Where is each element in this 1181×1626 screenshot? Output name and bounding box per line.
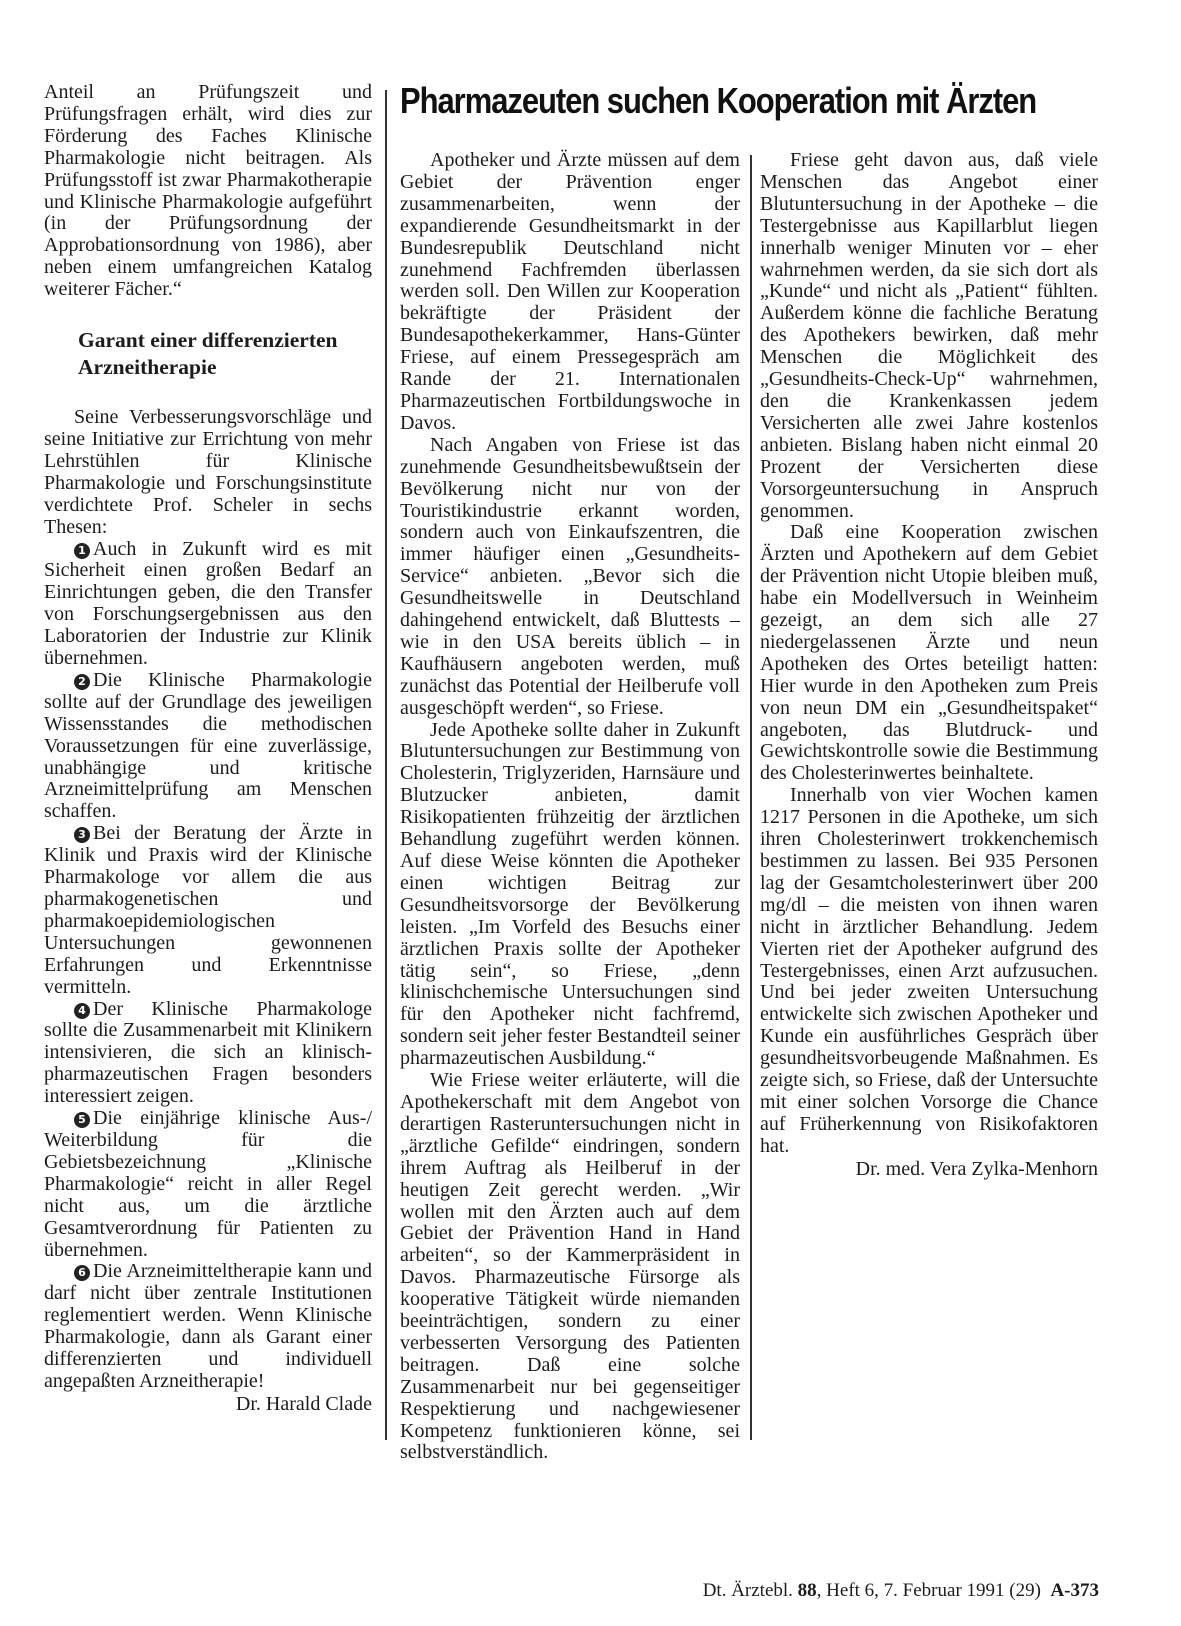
section-subheading: Garant einer differenzierten Arzneitherapie (78, 328, 338, 380)
journal-name: Dt. Ärztebl. (702, 1580, 793, 1601)
thesis-4-text: Der Klinische Pharmakologe sollte die Zusammenarbeit mit Klinikern intensivieren, die sich an klinisch-pharmazeutischen Fragen besonders interessiert zeigen. (44, 997, 372, 1108)
thesis-1 (44, 539, 372, 670)
thesis-2 (44, 670, 372, 823)
column-rule-left (385, 90, 387, 1440)
left-column (44, 82, 372, 1415)
intro-paragraph: Anteil an Prüfungszeit und Prüfungsfragen erhält, wird dies zur Förderung des Faches Klinische Pharmakologie nicht beitragen. Als Prüfungsstoff ist zwar Pharmakotherapie und Klinische Pharmakologie aufgeführt (in der Prüfungsordnung der Approbationsordnung von 1986), aber neben einem umfangreichen Katalog weiterer Fächer.“ (44, 81, 372, 301)
author-signature-right: Dr. med. Vera Zylka-Menhorn (855, 1157, 1098, 1180)
article-paragraph: Nach Angaben von Friese ist das zunehmende Gesundheitsbewußtsein der Bevölkerung nicht nur von der Touristikindustrie erkannt worden, sondern auch von Einkaufszentren, die immer häufiger einen „Gesundheits-Service“ anbieten. „Bevor sich die Gesundheitswelle in Deutschland dahingehend entwickelt, daß Bluttests – wie in den USA bereits üblich – in Kaufhäusern angeboten werden, muß zunächst das Potential der Heilberufe voll ausgeschöpft werden“, so Friese. (400, 433, 740, 719)
number-2-icon: 2 (74, 674, 90, 690)
page-footer (703, 1580, 1099, 1602)
thesis-3-text: Bei der Beratung der Ärzte in Klinik und Praxis wird der Klinische Pharmakologe vor allem die aus pharmakogenetischen und pharmakoepidemiologischen Untersuchungen gewonnenen Erfahrungen und Erkenntnisse vermitteln. (44, 822, 372, 998)
theses-intro-paragraph: Seine Verbesserungsvorschläge und seine Initiative zur Errichtung von mehr Lehrstühlen für Klinische Pharmakologie und Forschungsinstitute verdichtete Prof. Scheler in sechs Thesen: (44, 406, 372, 538)
article-paragraph: Daß eine Kooperation zwischen Ärzten und Apothekern auf dem Gebiet der Prävention nicht Utopie bleiben muß, habe ein Modellversuch in Weinheim gezeigt, an dem sich alle 27 niedergelassenen Ärzte und neun Apotheken des Ortes beteiligt hatten: Hier wurde in den Apotheken zum Preis von neun DM ein „Gesundheitspaket“ angeboten, das Blutdruck- und Gewichtskontrolle sowie die Bestimmung des Cholesterinwertes beinhaltete. (760, 521, 1098, 785)
issue-info: , Heft 6, 7. Februar 1991 (29) (816, 1580, 1041, 1601)
number-4-icon: 4 (74, 1003, 90, 1019)
thesis-4 (44, 999, 372, 1109)
number-6-icon: 6 (74, 1265, 90, 1281)
article-headline: Pharmazeuten suchen Kooperation mit Ärzten (400, 80, 1037, 121)
journal-volume: 88 (797, 1580, 817, 1601)
article-paragraph: Innerhalb von vier Wochen kamen 1217 Personen in die Apotheke, um sich ihren Cholesterinwert trokkenchemisch bestimmen zu lassen. Bei 935 Personen lag der Gesamtcholesterinwert über 200 mg/dl – die meisten von ihnen waren nicht in ärztlicher Behandlung. Jedem Vierten riet der Apotheker aufgrund des Testergebnisses, einen Arzt aufzusuchen. Und bei jeder zweiten Untersuchung entwickelte sich zwischen Apotheker und Kunde ein ausführliches Gespräch über gesundheitsvorbeugende Maßnahmen. Es zeigte sich, so Friese, daß der Untersuchte mit einer solchen Vorsorge die Chance auf Früherkennung von Risikofaktoren hat. (760, 784, 1098, 1157)
column-rule-right (750, 155, 752, 1440)
thesis-1-text: Auch in Zukunft wird es mit Sicherheit einen großen Bedarf an Einrichtungen geben, die den Transfer von Forschungsergebnissen aus den Laboratorien der Industrie zur Klinik übernehmen. (44, 537, 372, 670)
article-column-middle (400, 150, 740, 1464)
thesis-6 (44, 1261, 372, 1392)
article-paragraph: Jede Apotheke sollte daher in Zukunft Blutuntersuchungen zur Bestimmung von Cholesterin, Triglyzeriden, Harnsäure und Blutzucker anbieten, damit Risikopatienten frühzeitig der ärztlichen Behandlung zugeführt werden können. Auf diese Weise könnten die Apotheker einen wichtigen Beitrag zur Gesundheitsvorsorge der Bevölkerung leisten. „Im Vorfeld des Besuchs einer ärztlichen Praxis sollte der Apotheker tätig sein“, so Friese, „denn klinischchemische Untersuchungen sind für den Apotheker nicht fachfremd, sondern seit jeher fester Bestandteil seiner pharmazeutischen Ausbildung.“ (400, 718, 740, 1070)
article-column-right (760, 150, 1098, 1180)
thesis-5 (44, 1108, 372, 1261)
number-5-icon: 5 (74, 1112, 90, 1128)
number-1-icon: 1 (74, 543, 90, 559)
page-number: A-373 (1050, 1580, 1099, 1601)
thesis-2-text: Die Klinische Pharmakologie sollte auf der Grundlage des jeweiligen Wissensstandes die methodischen Voraussetzungen für eine zuverlässige, unabhängige und kritische Arzneimittelprüfung am Menschen schaffen. (44, 668, 372, 823)
article-paragraph: Friese geht davon aus, daß viele Menschen das Angebot einer Blutuntersuchung in der Apotheke – die Testergebnisse aus Kapillarblut liegen innerhalb weniger Minuten vor – eher wahrnehmen werden, da sie sich dort als „Kunde“ und nicht als „Patient“ fühlten. Außerdem könne die fachliche Beratung des Apothekers bewirken, daß mehr Menschen die Möglichkeit des „Gesundheits-Check-Up“ wahrnehmen, den die Krankenkassen jedem Versicherten alle zwei Jahre kostenlos anbieten. Bislang haben nicht einmal 20 Prozent der Versicherten diese Vorsorgeuntersuchung in Anspruch genommen. (760, 149, 1098, 522)
article-paragraph: Apotheker und Ärzte müssen auf dem Gebiet der Prävention enger zusammenarbeiten, wenn der expandierende Gesundheitsmarkt in der Bundesrepublik Deutschland nicht zunehmend Fachfremden überlassen werden soll. Den Willen zur Kooperation bekräftigte der Präsident der Bundesapothekerkammer, Hans-Günter Friese, auf einem Pressegespräch am Rande der 21. Internationalen Pharmazeutischen Fortbildungswoche in Davos. (400, 149, 740, 434)
author-signature-left: Dr. Harald Clade (235, 1392, 372, 1415)
thesis-3 (44, 823, 372, 998)
thesis-6-text: Die Arzneimitteltherapie kann und darf nicht über zentrale Institutionen reglementiert werden. Wenn Klinische Pharmakologie, dann als Garant einer differenzierten und individuell angepaßten Arzneitherapie! (44, 1260, 372, 1392)
number-3-icon: 3 (74, 827, 90, 843)
article-paragraph: Wie Friese weiter erläuterte, will die Apothekerschaft mit dem Angebot von derartigen Rasteruntersuchungen nicht in „ärztliche Gefilde“ eindringen, sondern ihrem Auftrag als Heilberuf in der heutigen Zeit gerecht werden. „Wir wollen mit den Ärzten auch auf dem Gebiet der Prävention Hand in Hand arbeiten“, so der Kammerpräsident in Davos. Pharmazeutische Fürsorge als kooperative Tätigkeit würde niemanden beeinträchtigen, sondern zu einer verbesserten Versorgung des Patienten beitragen. Daß eine solche Zusammenarbeit nur bei gegenseitiger Respektierung und nachgewiesener Kompetenz funktionieren könne, sei selbstverständlich. (400, 1069, 740, 1464)
thesis-5-text: Die einjährige klinische Aus-/ Weiterbildung für die Gebietsbezeichnung „Klinische Pharmakologie“ reicht in aller Regel nicht aus, um die ärztliche Gesamtverordnung für Patienten zu übernehmen. (44, 1107, 372, 1261)
